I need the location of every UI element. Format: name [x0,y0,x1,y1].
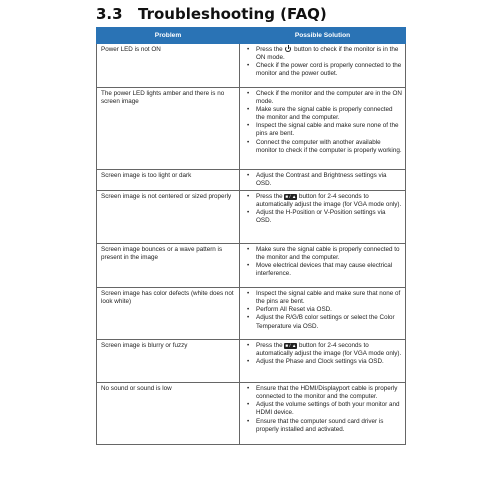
solution-cell [240,191,406,244]
solution-list [243,246,402,278]
solution-item [256,262,402,278]
table-row [97,44,406,88]
solution-item [256,342,402,358]
faq-table [96,27,406,445]
solution-text: Adjust the R/G/B color settings or select the Color Temperature via OSD. [256,314,395,330]
solution-item [256,246,402,262]
solution-list [243,193,402,225]
solution-text: button for 2-4 seconds to automatically adjust the image (for VGA mode only). [256,342,402,358]
solution-item [256,46,402,62]
solution-text: Check if the monitor and the computer are in the ON mode. [256,90,402,106]
solution-text: Press the [256,193,285,201]
solution-item [256,172,402,188]
table-body [97,44,406,445]
solution-text: Connect the computer with another available monitor to check if the computer is properly working. [256,138,402,154]
problem-cell: The power LED lights amber and there is no screen image [97,88,240,170]
solution-text: Perform All Reset via OSD. [256,306,332,314]
solution-item [256,106,402,122]
solution-text: button to check if the monitor is in the ON mode. [256,46,399,62]
solution-text: Adjust the H-Position or V-Position settings via OSD. [256,209,386,225]
solution-item [256,209,402,225]
auto-adjust-key-icon: ■ / ▲ [285,343,297,349]
solution-item [256,193,402,209]
problem-cell: Screen image is not centered or sized properly [97,191,240,244]
solution-list [243,46,402,78]
problem-cell: Power LED is not ON [97,44,240,88]
section-heading [96,4,327,24]
solution-item [256,139,402,155]
table-row [97,383,406,445]
solution-item [256,306,402,314]
problem-cell: Screen image has color defects (white does not look white) [97,288,240,340]
table-header-row [97,28,406,44]
solution-text: Adjust the volume settings of both your monitor and HDMI device. [256,401,400,417]
solution-list [243,172,402,188]
solution-item [256,122,402,138]
column-header-solution: Possible Solution [240,28,406,44]
problem-cell: Screen image is too light or dark [97,170,240,191]
solution-text: Make sure the signal cable is properly connected the monitor and the computer. [256,106,393,122]
power-icon [285,46,291,52]
problem-cell: Screen image is blurry or fuzzy [97,340,240,383]
solution-text: Press the [256,342,285,350]
solution-text: Move electrical devices that may cause electrical interference. [256,262,393,278]
solution-text: Make sure the signal cable is properly connected to the monitor and the computer. [256,246,400,262]
table-row [97,170,406,191]
solution-cell [240,340,406,383]
solution-list [243,290,402,330]
solution-list [243,90,402,155]
solution-item [256,314,402,330]
solution-cell [240,383,406,445]
solution-item [256,290,402,306]
problem-cell: No sound or sound is low [97,383,240,445]
table-row [97,244,406,288]
table-row [97,88,406,170]
problem-cell: Screen image bounces or a wave pattern is present in the image [97,244,240,288]
solution-cell [240,170,406,191]
table-row [97,288,406,340]
solution-item [256,401,402,417]
solution-cell [240,244,406,288]
solution-text: Press the [256,46,285,53]
solution-cell [240,288,406,340]
solution-item [256,62,402,78]
solution-text: Check if the power cord is properly connected to the monitor and the power outlet. [256,62,402,78]
solution-text: button for 2-4 seconds to automatically adjust the image (for VGA mode only). [256,193,402,209]
solution-list [243,342,402,366]
solution-text: Ensure that the computer sound card driver is properly installed and activated. [256,417,384,433]
solution-cell [240,44,406,88]
solution-item [256,90,402,106]
auto-adjust-key-icon: ■ / ▲ [285,194,297,200]
table-row [97,191,406,244]
solution-item [256,358,402,366]
solution-item [256,418,402,434]
solution-text: Adjust the Phase and Clock settings via OSD. [256,358,384,366]
solution-cell [240,88,406,170]
column-header-problem: Problem [97,28,240,44]
solution-text: Inspect the signal cable and make sure that none of the pins are bent. [256,290,401,306]
solution-item [256,385,402,401]
solution-list [243,385,402,434]
solution-text: Inspect the signal cable and make sure none of the pins are bent. [256,122,399,138]
section-number: 3.3 [96,5,123,23]
table-row [97,340,406,383]
solution-text: Ensure that the HDMI/Displayport cable is properly connected to the monitor and the computer. [256,385,398,401]
section-title: Troubleshooting (FAQ) [138,5,327,23]
solution-text: Adjust the Contrast and Brightness settings via OSD. [256,172,387,188]
